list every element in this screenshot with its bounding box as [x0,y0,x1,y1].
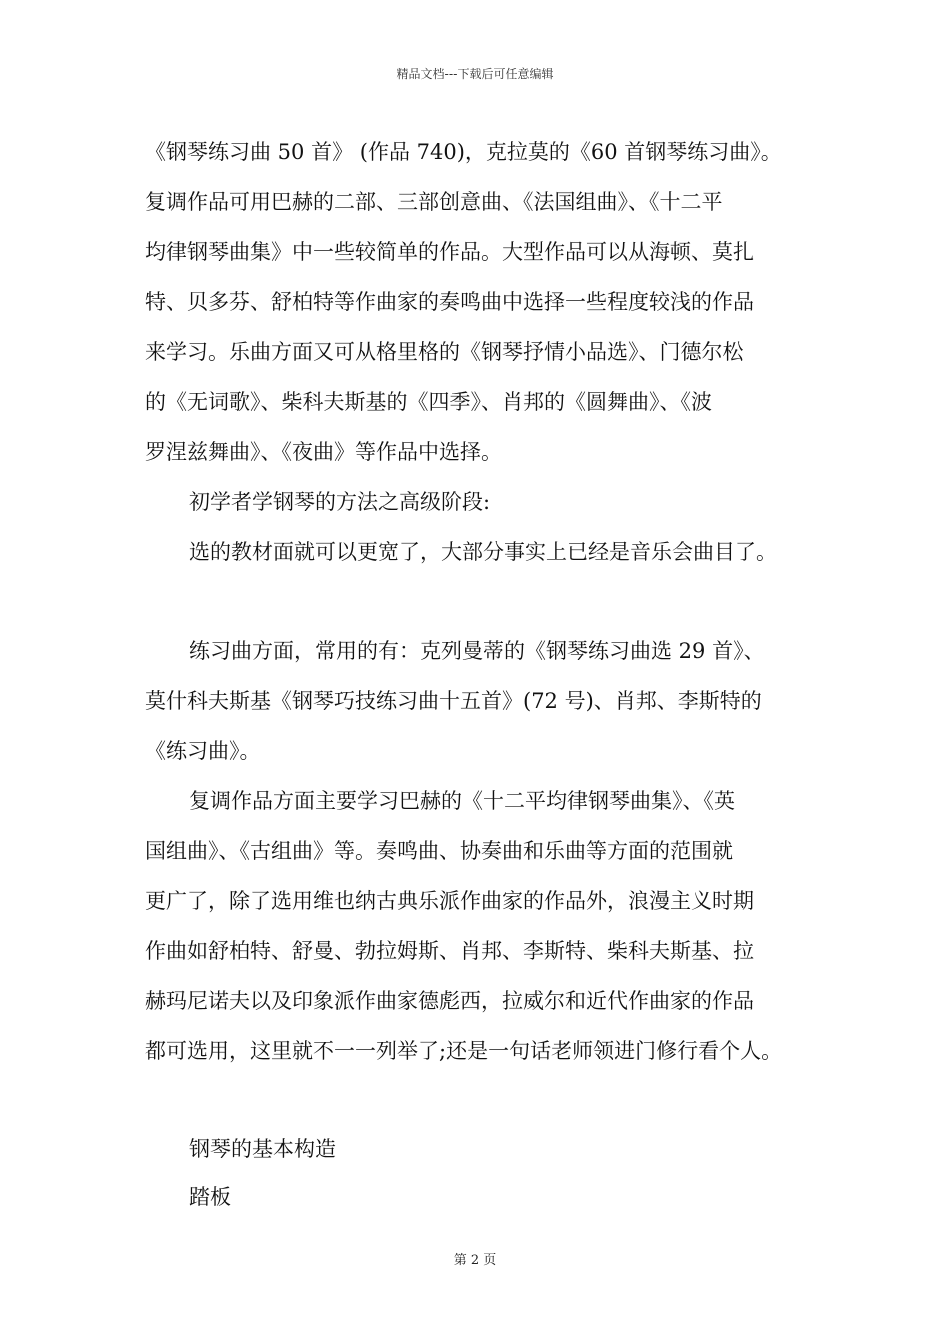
paragraph-line: 《钢琴练习曲 50 首》 (作品 740)，克拉莫的《60 首钢琴练习曲》。 [145,140,782,164]
section-heading: 踏板 [189,1185,231,1209]
paragraph-line: 均律钢琴曲集》中一些较简单的作品。大型作品可以从海顿、莫扎 [145,240,754,264]
paragraph-line: 复调作品方面主要学习巴赫的《十二平均律钢琴曲集》、《英 [189,789,735,813]
page-footer: 第 2 页 [453,1253,497,1268]
paragraph-line: 《练习曲》。 [145,739,261,763]
paragraph-line: 初学者学钢琴的方法之高级阶段: [189,490,491,514]
paragraph-line: 选的教材面就可以更宽了，大部分事实上已经是音乐会曲目了。 [189,540,777,564]
paragraph-line: 更广了，除了选用维也纳古典乐派作曲家的作品外，浪漫主义时期 [145,889,754,913]
paragraph-line: 复调作品可用巴赫的二部、三部创意曲、《法国组曲》、《十二平 [145,190,723,214]
paragraph-line: 来学习。乐曲方面又可从格里格的《钢琴抒情小品选》、门德尔松 [145,340,744,364]
paragraph-line: 赫玛尼诺夫以及印象派作曲家德彪西，拉威尔和近代作曲家的作品 [145,989,754,1013]
paragraph-line: 特、贝多芬、舒柏特等作曲家的奏鸣曲中选择一些程度较浅的作品 [145,290,754,314]
section-heading: 钢琴的基本构造 [189,1137,336,1161]
paragraph-line: 莫什科夫斯基《钢琴巧技练习曲十五首》(72 号)、肖邦、李斯特的 [145,689,762,713]
page-header: 精品文档---下载后可任意编辑 [396,67,554,81]
paragraph-line: 的《无词歌》、柴科夫斯基的《四季》、肖邦的《圆舞曲》、《波 [145,390,712,414]
paragraph-line: 练习曲方面，常用的有：克列曼蒂的《钢琴练习曲选 29 首》、 [189,639,765,663]
paragraph-line: 作曲如舒柏特、舒曼、勃拉姆斯、肖邦、李斯特、柴科夫斯基、拉 [145,939,754,963]
paragraph-line: 都可选用，这里就不一一列举了;还是一句话老师领进门修行看个人。 [145,1039,783,1063]
paragraph-line: 国组曲》、《古组曲》等。奏鸣曲、协奏曲和乐曲等方面的范围就 [145,839,733,863]
paragraph-line: 罗涅兹舞曲》、《夜曲》等作品中选择。 [145,440,502,464]
